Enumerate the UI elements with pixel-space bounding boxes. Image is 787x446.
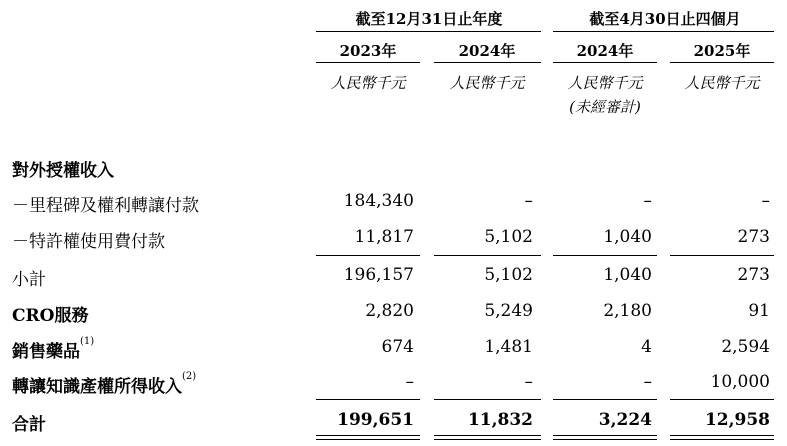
cell-total-2023: 199,651 [337,410,414,430]
footnote-marker-2: (2) [182,371,197,382]
cell-total-2024: 11,832 [467,410,533,430]
total-double-rule-b-4 [670,439,774,440]
row-label-milestone-payments: －里程碑及權利轉讓付款 [12,196,199,216]
cell-drug-sales-2023: 674 [381,337,414,357]
cell-ip-transfer-2023: – [405,372,414,392]
cell-ip-transfer-4m-2025: 10,000 [710,372,770,392]
cell-milestone-2023: 184,340 [343,191,414,211]
period-underline-four-months [553,31,774,32]
cell-milestone-4m-2024: – [643,191,652,211]
total-double-rule-b-3 [553,439,657,440]
period-underline-year [316,31,541,32]
unit-label-1: 人民幣千元 [330,74,406,92]
total-double-rule-b-2 [434,439,541,440]
row-label-drug-sales-text: 銷售藥品 [12,342,80,362]
cell-milestone-4m-2025: – [761,191,770,211]
cell-drug-sales-2024: 1,481 [484,337,533,357]
cell-subtotal-4m-2024: 1,040 [603,265,652,285]
total-rule-2 [434,399,541,400]
subtotal-rule-1 [316,255,420,256]
row-label-cro-services: CRO服務 [12,306,89,326]
row-label-drug-sales [12,337,94,362]
row-label-subtotal: 小計 [12,270,46,290]
row-label-ip-transfer-text: 轉讓知識產權所得收入 [12,377,182,397]
cell-royalty-4m-2025: 273 [737,227,770,247]
row-label-licensing-revenue: 對外授權收入 [12,161,114,181]
column-year-3: 2024年 [576,42,634,60]
period-header-four-months: 截至4月30日止四個月 [589,10,741,28]
cell-drug-sales-4m-2024: 4 [641,337,652,357]
unit-label-2: 人民幣千元 [449,74,525,92]
subtotal-rule-2 [434,255,541,256]
unaudited-note: (未經審計) [569,98,641,116]
cell-subtotal-4m-2025: 273 [737,265,770,285]
cell-cro-2023: 2,820 [365,301,414,321]
cell-drug-sales-4m-2025: 2,594 [721,337,770,357]
cell-total-4m-2024: 3,224 [598,410,652,430]
total-rule-3 [553,399,657,400]
total-double-rule-a-4 [670,435,774,436]
cell-cro-4m-2025: 91 [748,301,770,321]
cell-subtotal-2024: 5,102 [484,265,533,285]
cell-royalty-2023: 11,817 [354,227,414,247]
footnote-marker-1: (1) [80,336,95,347]
column-year-4: 2025年 [693,42,751,60]
subtotal-rule-3 [553,255,657,256]
row-label-ip-transfer [12,372,196,397]
cell-total-4m-2025: 12,958 [704,410,770,430]
total-rule-4 [670,399,774,400]
year-underline-3 [553,62,657,63]
cell-royalty-4m-2024: 1,040 [603,227,652,247]
cell-ip-transfer-4m-2024: – [643,372,652,392]
total-double-rule-a-2 [434,435,541,436]
total-double-rule-b-1 [316,439,420,440]
subtotal-rule-4 [670,255,774,256]
total-double-rule-a-1 [316,435,420,436]
cell-milestone-2024: – [524,191,533,211]
cell-subtotal-2023: 196,157 [343,265,414,285]
period-header-year: 截至12月31日止年度 [355,10,503,28]
row-label-total: 合計 [12,415,46,435]
unit-label-3: 人民幣千元 [567,74,643,92]
row-label-royalty-payments: －特許權使用費付款 [12,232,165,252]
total-rule-1 [316,399,420,400]
cell-ip-transfer-2024: – [524,372,533,392]
year-underline-1 [316,62,420,63]
cell-cro-2024: 5,249 [484,301,533,321]
column-year-1: 2023年 [339,42,397,60]
year-underline-4 [670,62,774,63]
year-underline-2 [434,62,541,63]
column-year-2: 2024年 [458,42,516,60]
unit-label-4: 人民幣千元 [684,74,760,92]
total-double-rule-a-3 [553,435,657,436]
cell-royalty-2024: 5,102 [484,227,533,247]
cell-cro-4m-2024: 2,180 [603,301,652,321]
